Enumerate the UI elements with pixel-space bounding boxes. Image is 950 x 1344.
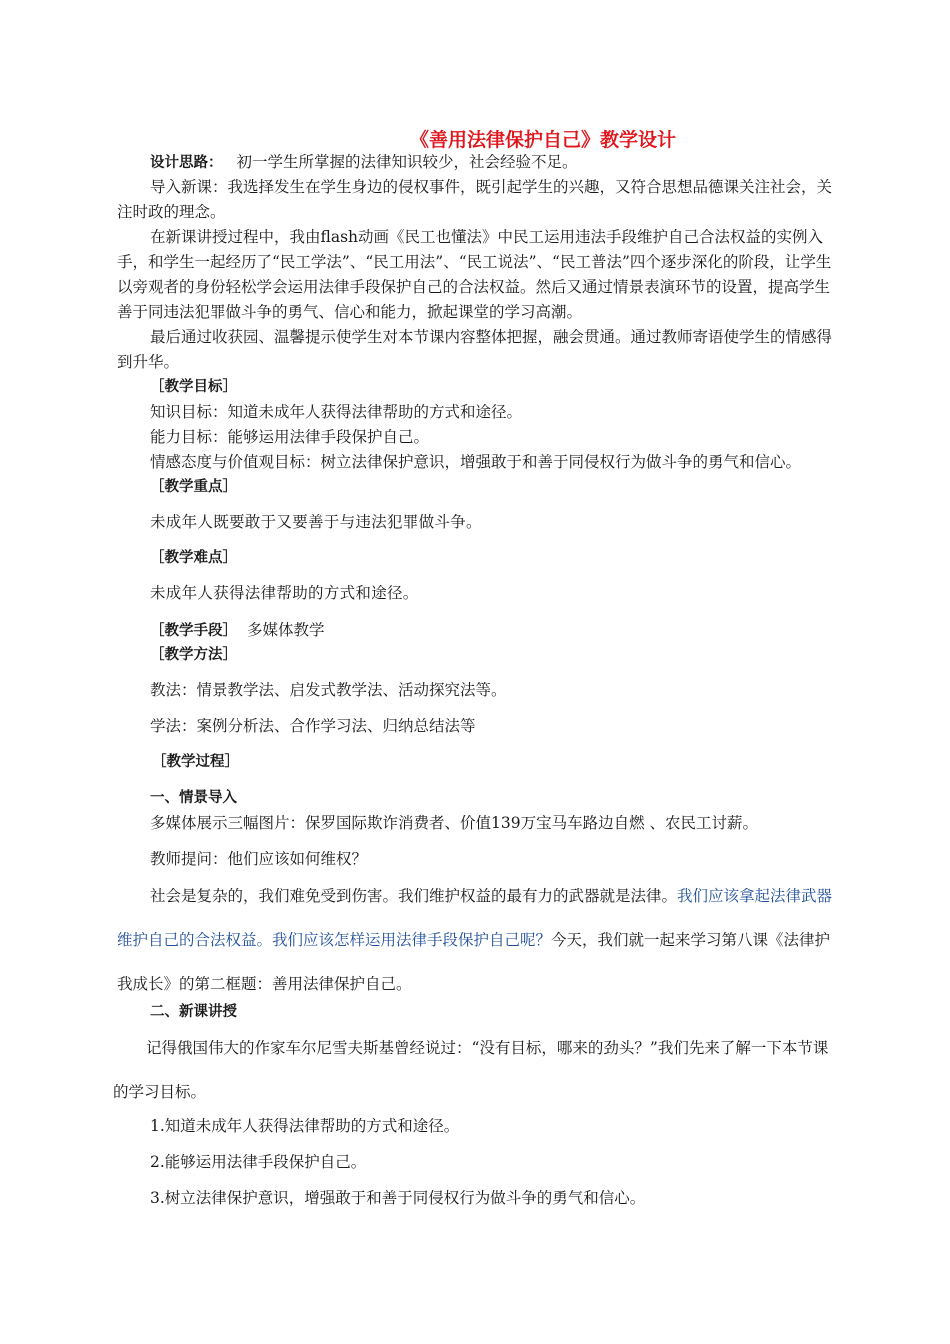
difficult-point-heading: ［教学难点］ <box>150 550 237 566</box>
section-1-paragraph-3-closing: 今天，我们就一起来学习第八课《法律护我成长》的第二框题：善用法律保护自己。 <box>117 931 831 993</box>
design-idea-text: 初一学生所掌握的法律知识较少，社会经验不足。 <box>236 153 578 171</box>
lecture-paragraph: 在新课讲授过程中，我由flash动画《民工也懂法》中民工运用违法手段维护自己合法权益的实例入手，和学生一起经历了“民工学法”、“民工用法”、“民工说法”、“民工普法”四个逐步深化的阶段，让学生以旁观者的身份轻松学会运用法律手段保护自己的合法权益。然后又通过情景表演环节的设置，提高学生善于同违法犯罪做斗争的勇气、信心和能力，掀起课堂的学习高潮。 <box>117 228 832 321</box>
learn-method-text: 学法：案例分析法、合作学习法、归纳总结法等 <box>150 717 476 735</box>
section-2-heading: 二、新课讲授 <box>150 1004 237 1020</box>
design-idea-line <box>117 150 835 176</box>
section-1-heading: 一、情景导入 <box>150 790 237 806</box>
goal-ability: 能力目标：能够运用法律手段保护自己。 <box>150 428 430 446</box>
intro-paragraph: 导入新课：我选择发生在学生身边的侵权事件，既引起学生的兴趣，又符合思想品德课关注社会，关注时政的理念。 <box>117 178 833 221</box>
teaching-means-text: 多媒体教学 <box>247 621 325 639</box>
teach-method-text: 教法：情景教学法、启发式教学法、活动探究法等。 <box>150 681 507 699</box>
teaching-methods-heading: ［教学方法］ <box>150 647 237 663</box>
section-1-paragraph-3-intro: 社会是复杂的，我们难免受到伤害。我们维护权益的最有力的武器就是法律。 <box>150 887 678 905</box>
goal-attitude: 情感态度与价值观目标：树立法律保护意识，增强敢于和善于同侵权行为做斗争的勇气和信心。 <box>150 453 802 471</box>
teaching-means-heading: ［教学手段］ <box>150 623 237 639</box>
teaching-process-heading: ［教学过程］ <box>152 754 239 770</box>
key-point-heading: ［教学重点］ <box>150 479 237 495</box>
objective-list-item-1: 1.知道未成年人获得法律帮助的方式和途径。 <box>150 1117 460 1135</box>
final-paragraph: 最后通过收获园、温馨提示使学生对本节课内容整体把握，融会贯通。通过教师寄语使学生的情感得到升华。 <box>117 328 833 371</box>
goal-knowledge: 知识目标：知道未成年人获得法律帮助的方式和途径。 <box>150 403 523 421</box>
section-1-paragraph-1: 多媒体展示三幅图片：保罗国际欺诈消费者、价值139万宝马车路边自燃 、农民工讨薪。 <box>150 814 759 832</box>
section-1-paragraph-3 <box>117 874 835 1006</box>
design-idea-label: 设计思路： <box>150 155 223 171</box>
section-1-paragraph-3-highlight: 我们应该拿起法律武器维护自己的合法权益。我们应该怎样运用法律手段保护自己呢？ <box>117 887 833 949</box>
difficult-point-text: 未成年人获得法律帮助的方式和途径。 <box>150 584 419 602</box>
document-title: 《善用法律保护自己》教学设计 <box>410 129 677 151</box>
key-point-text: 未成年人既要敢于又要善于与违法犯罪做斗争。 <box>150 513 482 531</box>
teaching-means-line <box>150 618 835 644</box>
objective-list-item-3: 3.树立法律保护意识，增强敢于和善于同侵权行为做斗争的勇气和信心。 <box>150 1189 646 1207</box>
objective-list-item-2: 2.能够运用法律手段保护自己。 <box>150 1153 367 1171</box>
goals-heading: ［教学目标］ <box>150 379 237 395</box>
section-2-paragraph-1: 记得俄国伟大的作家车尔尼雪夫斯基曾经说过：“没有目标，哪来的劲头？”我们先来了解一下本节课的学习目标。 <box>113 1039 829 1101</box>
section-1-paragraph-2: 教师提问：他们应该如何维权？ <box>150 850 368 868</box>
